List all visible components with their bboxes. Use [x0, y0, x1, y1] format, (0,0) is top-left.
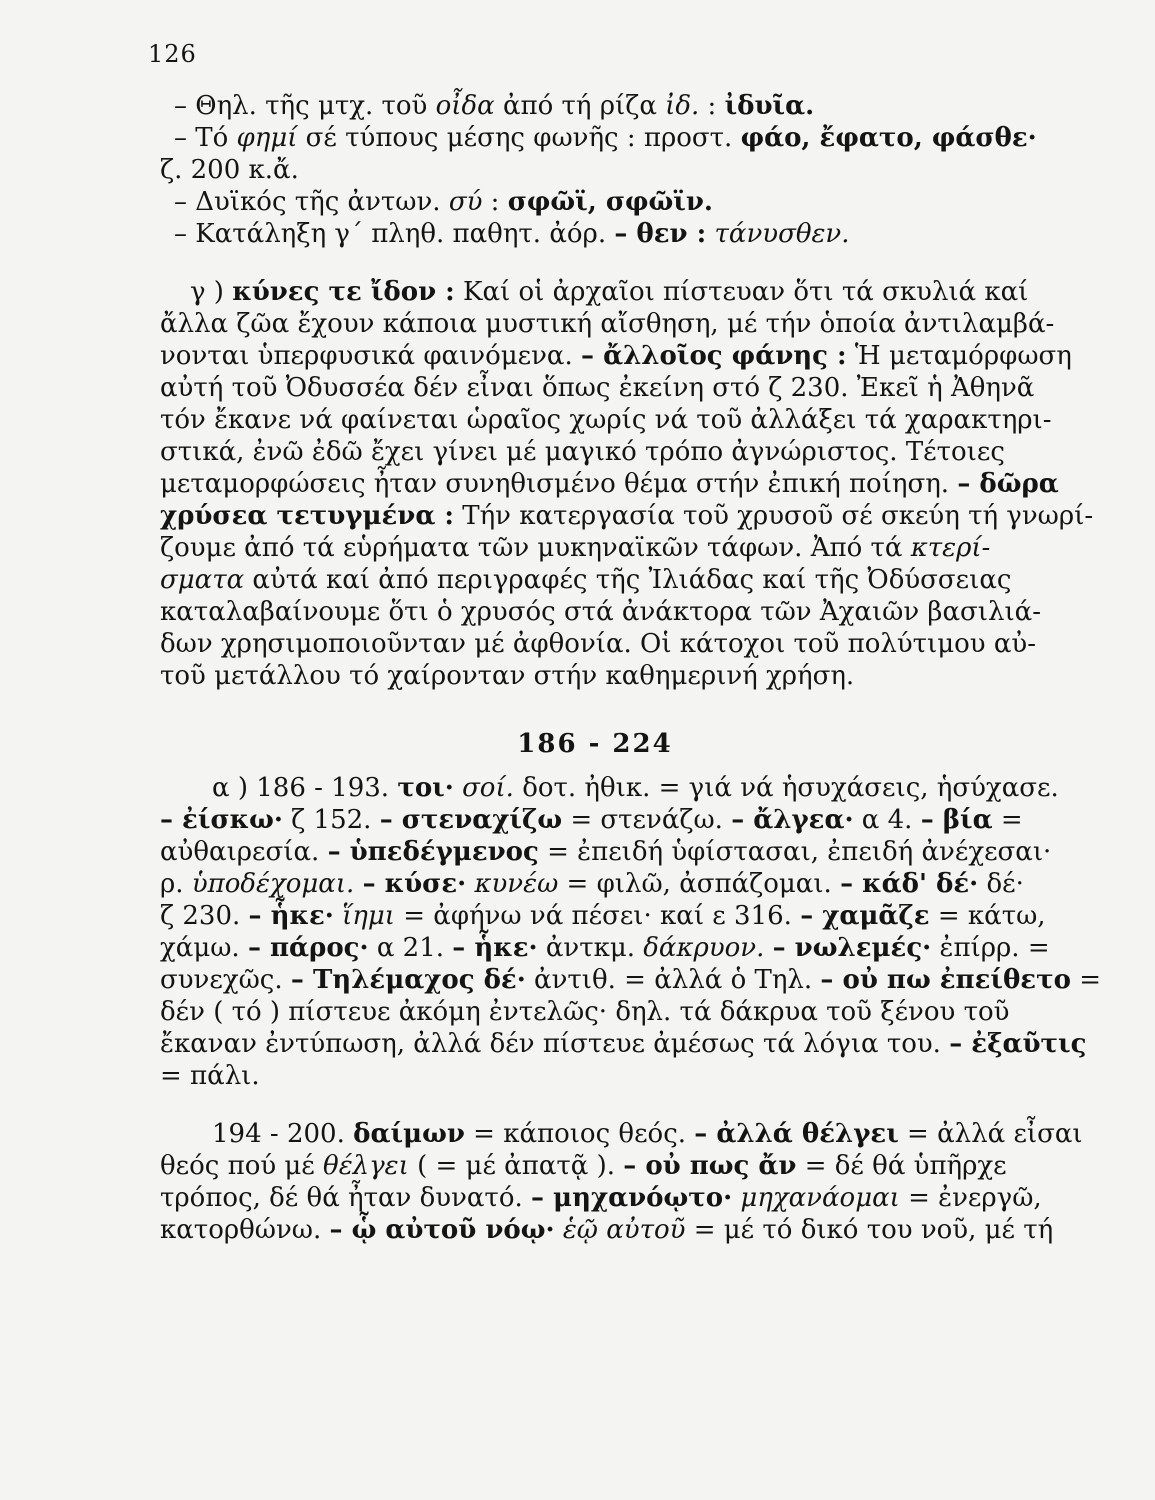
- text-segment: [555, 1215, 563, 1245]
- text-line: [160, 836, 1052, 868]
- text-segment: ζ 152.: [282, 805, 380, 835]
- text-segment: = ἐπειδή ὑφίστασαι, ἐπειδή ἀνέχεσαι·: [538, 837, 1052, 867]
- text-line: [160, 404, 1052, 436]
- text-segment: =: [1070, 965, 1102, 995]
- text-segment: δαίμων: [353, 1119, 465, 1149]
- text-segment: Καί οἱ ἀρχαῖοι πίστευαν ὅτι τά σκυλιά καί: [454, 277, 1029, 307]
- text-segment: δων χρησιμοποιοῦνταν μέ ἀφθονία. Οἱ κάτοχοι τοῦ πολύτιμου αὐ-: [160, 629, 1037, 659]
- text-segment: ἑῷ αὐτοῦ: [562, 1215, 686, 1245]
- text-segment: = κάποιος θεός.: [464, 1119, 695, 1149]
- text-segment: συνεχῶς.: [160, 965, 291, 995]
- text-segment: – ἄλγεα·: [731, 805, 854, 835]
- text-line: [160, 1182, 1042, 1214]
- text-segment: – ἐίσκω·: [160, 805, 283, 835]
- text-line: [160, 532, 1030, 564]
- text-segment: κύνες τε ἴδον :: [232, 277, 455, 307]
- text-segment: καταλαβαίνουμε ὅτι ὁ χρυσός στά ἀνάκτορα τῶν Ἀχαιῶν βασιλιά-: [160, 597, 1041, 627]
- text-segment: 186 - 224: [517, 729, 673, 759]
- text-segment: – Θηλ. τῆς μτχ. τοῦ: [174, 91, 436, 121]
- text-line: [160, 868, 1030, 900]
- text-line: [160, 308, 1055, 340]
- text-segment: ἀπό τή ρίζα: [494, 91, 666, 121]
- text-line: [160, 772, 1059, 804]
- text-segment: [706, 219, 714, 249]
- text-segment: – οὐ πως ἄν: [623, 1151, 797, 1181]
- paragraph-gap: [160, 1092, 1030, 1118]
- text-segment: – ἧκε·: [248, 901, 334, 931]
- text-segment: [454, 773, 462, 803]
- text-segment: ἰδυῖα.: [724, 91, 815, 121]
- text-segment: – κύσε·: [362, 869, 467, 899]
- text-segment: αὐτά καί ἀπό περιγραφές τῆς Ἰλιάδας καί τῆς Ὀδύσσειας: [244, 565, 1012, 595]
- text-segment: – ἧκε·: [452, 933, 538, 963]
- text-segment: = στενάζω.: [562, 805, 732, 835]
- text-line: [160, 340, 1072, 372]
- text-body: [160, 90, 1102, 1246]
- text-line: [160, 90, 1030, 122]
- text-segment: – βία: [920, 805, 993, 835]
- text-segment: Ἡ μεταμόρφωση: [846, 341, 1072, 371]
- text-segment: σύ: [448, 187, 483, 217]
- text-line: [160, 154, 1030, 186]
- text-segment: = δέ θά ὑπῆρχε: [796, 1151, 1007, 1181]
- text-line: [160, 900, 1046, 932]
- text-line: [160, 660, 1030, 692]
- text-segment: φημί: [236, 123, 298, 153]
- text-line: [160, 276, 1030, 308]
- text-segment: ζ 230.: [160, 901, 249, 931]
- text-segment: σοί.: [462, 773, 514, 803]
- text-line: [160, 218, 1030, 250]
- text-segment: ὑποδέχομαι.: [191, 869, 355, 899]
- text-segment: – Δυϊκός τῆς ἀντων.: [174, 187, 449, 217]
- text-line: [160, 932, 1050, 964]
- text-segment: φάο, ἔφατο, φάσθε·: [740, 123, 1037, 153]
- text-segment: ἰδ.: [665, 91, 700, 121]
- paragraph-gap: [160, 250, 1030, 276]
- text-segment: δέ·: [978, 869, 1024, 899]
- text-segment: – στεναχίζω: [379, 805, 563, 835]
- text-segment: = κάτω,: [929, 901, 1046, 931]
- text-segment: θέλγει: [323, 1151, 409, 1181]
- text-line: [160, 436, 1030, 468]
- text-segment: – ἀλλά θέλγει: [694, 1119, 899, 1149]
- text-segment: ἵημι: [342, 901, 395, 931]
- text-segment: – κάδ' δέ·: [840, 869, 979, 899]
- text-segment: δέν ( τό ) πίστευε ἀκόμη ἐντελῶς· δηλ. τά δάκρυα τοῦ ξένου τοῦ: [160, 997, 1010, 1027]
- text-segment: – ὑπεδέγμενος: [327, 837, 539, 867]
- section-heading: [160, 728, 1030, 760]
- text-segment: σματα: [160, 565, 245, 595]
- text-segment: – Τηλέμαχος δέ·: [290, 965, 526, 995]
- text-segment: αὐθαιρεσία.: [160, 837, 328, 867]
- text-segment: ( = μέ ἀπατᾷ ).: [408, 1151, 624, 1181]
- text-line: [160, 186, 1030, 218]
- text-segment: τοῦ μετάλλου τό χαίρονταν στήν καθημερινή χρήση.: [160, 661, 855, 691]
- text-segment: ζουμε ἀπό τά εὑρήματα τῶν μυκηναϊκῶν τάφων. Ἀπό τά: [160, 533, 911, 563]
- text-segment: σέ τύπους μέσης φωνῆς : προστ.: [297, 123, 741, 153]
- text-segment: τρόπος, δέ θά ἦταν δυνατό.: [160, 1183, 531, 1213]
- text-segment: σφῶϊ, σφῶϊν.: [507, 187, 713, 217]
- text-segment: χάμω.: [160, 933, 248, 963]
- text-segment: – νωλεμές·: [772, 933, 932, 963]
- text-segment: κατορθώνω.: [160, 1215, 330, 1245]
- text-segment: α ) 186 - 193.: [212, 773, 398, 803]
- text-segment: – ἄλλοῖος φάνης :: [581, 341, 847, 371]
- text-segment: ἐπίρρ. =: [931, 933, 1050, 963]
- text-line: [160, 1118, 1083, 1150]
- text-segment: ζ. 200 κ.ἄ.: [160, 155, 299, 185]
- text-segment: τάνυσθεν.: [714, 219, 850, 249]
- text-line: [160, 122, 1037, 154]
- text-segment: :: [482, 187, 508, 217]
- text-segment: κτερί-: [910, 533, 991, 563]
- text-segment: [764, 933, 772, 963]
- text-segment: = ἀφήνω νά πέσει· καί ε 316.: [394, 901, 801, 931]
- text-segment: [334, 901, 342, 931]
- text-line: [160, 1060, 1030, 1092]
- text-line: [160, 564, 1030, 596]
- text-segment: – Κατάληξη γ΄ πληθ. παθητ. ἀόρ.: [174, 219, 615, 249]
- text-line: [160, 468, 1059, 500]
- text-segment: Τήν κατεργασία τοῦ χρυσοῦ σέ σκεύη τή γνωρί-: [454, 501, 1094, 531]
- text-segment: = ἀλλά εἶσαι: [898, 1119, 1083, 1149]
- text-segment: στικά, ἐνῶ ἐδῶ ἔχει γίνει μέ μαγικό τρόπο ἀγνώριστος. Τέτοιες: [160, 437, 1005, 467]
- text-line: [160, 964, 1102, 996]
- text-line: [160, 1214, 1054, 1246]
- text-line: [160, 596, 1041, 628]
- text-segment: – δῶρα: [957, 469, 1059, 499]
- text-line: [160, 996, 1030, 1028]
- text-segment: = πάλι.: [160, 1061, 260, 1091]
- text-line: [160, 1028, 1087, 1060]
- text-line: [160, 372, 1035, 404]
- text-segment: νονται ὑπερφυσικά φαινόμενα.: [160, 341, 582, 371]
- text-segment: μηχανάομαι: [740, 1183, 900, 1213]
- text-segment: = φιλῶ, ἀσπάζομαι.: [558, 869, 841, 899]
- text-segment: – πάρος·: [247, 933, 369, 963]
- text-segment: α 21.: [368, 933, 453, 963]
- text-segment: τόν ἔκανε νά φαίνεται ὡραῖος χωρίς νά τοῦ ἀλλάξει τά χαρακτηρι-: [160, 405, 1052, 435]
- text-line: [160, 628, 1037, 660]
- text-line: [160, 1150, 1030, 1182]
- text-segment: 194 - 200.: [212, 1119, 354, 1149]
- text-segment: – Τό: [174, 123, 237, 153]
- text-line: [160, 804, 1030, 836]
- text-segment: ἀντκμ.: [537, 933, 644, 963]
- text-segment: δάκρυον.: [643, 933, 765, 963]
- text-segment: ρ.: [160, 869, 192, 899]
- text-segment: αὐτή τοῦ Ὀδυσσέα δέν εἶναι ὅπως ἐκείνη στό ζ 230. Ἐκεῖ ἡ Ἀθηνᾶ: [160, 373, 1035, 403]
- text-segment: α 4.: [853, 805, 921, 835]
- text-segment: = μέ τό δικό του νοῦ, μέ τή: [685, 1215, 1054, 1245]
- text-segment: δοτ. ἠθικ. = γιά νά ἡσυχάσεις, ἡσύχασε.: [513, 773, 1059, 803]
- text-segment: μεταμορφώσεις ἦταν συνηθισμένο θέμα στήν ἐπική ποίηση.: [160, 469, 958, 499]
- text-segment: κυνέω: [474, 869, 559, 899]
- page-number: 126: [148, 40, 197, 68]
- text-line: [160, 500, 1094, 532]
- text-segment: – χαμᾶζε: [800, 901, 930, 931]
- paragraph-gap: [160, 692, 1030, 718]
- text-segment: τοι·: [397, 773, 454, 803]
- text-segment: χρύσεα τετυγμένα :: [160, 501, 454, 531]
- text-segment: – μηχανόῳτο·: [531, 1183, 733, 1213]
- text-segment: – οὐ πω ἐπείθετο: [820, 965, 1071, 995]
- text-segment: – ᾧ αὐτοῦ νόῳ·: [329, 1215, 555, 1245]
- text-segment: ἄλλα ζῶα ἔχουν κάποια μυστική αἴσθηση, μέ τήν ὁποία ἀντιλαμβά-: [160, 309, 1055, 339]
- text-segment: [354, 869, 362, 899]
- text-segment: γ ): [190, 277, 233, 307]
- text-segment: ἔκαναν ἐντύπωση, ἀλλά δέν πίστευε ἀμέσως τά λόγια του.: [160, 1029, 950, 1059]
- text-segment: θεός πού μέ: [160, 1151, 324, 1181]
- text-segment: – ἐξαῦτις: [949, 1029, 1087, 1059]
- text-segment: :: [699, 91, 725, 121]
- text-segment: = ἐνεργῶ,: [899, 1183, 1042, 1213]
- text-segment: οἶδα: [435, 91, 495, 121]
- text-segment: ἀντιθ. = ἀλλά ὁ Τηλ.: [525, 965, 821, 995]
- text-segment: – θεν :: [614, 219, 707, 249]
- text-segment: =: [992, 805, 1023, 835]
